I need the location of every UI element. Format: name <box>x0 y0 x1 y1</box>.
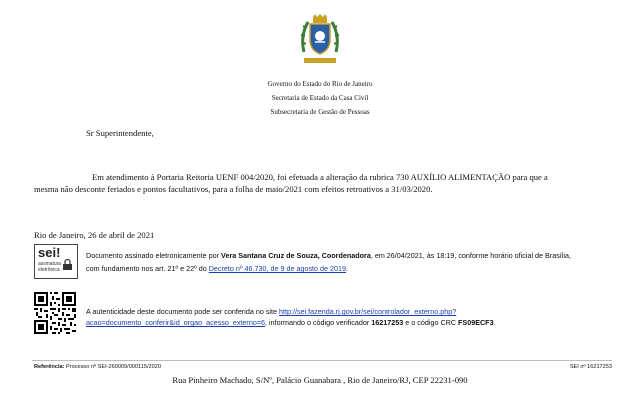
sei-logo-sub1: assinatura <box>38 261 62 267</box>
letterhead-government: Governo do Estado do Rio de Janeiro <box>267 80 373 88</box>
letterhead-subsecretariat: Subsecretaria de Gestão de Pessoas <box>270 108 370 116</box>
signature-line-2 <box>86 264 348 274</box>
verification-url-part1[interactable]: http://sei.fazenda.rj.gov.br/sei/controlador_externo.php? <box>279 307 457 316</box>
paragraph-line-2: mesma não desconte feriados e pontos facultativos, para a folha de maio/2021 com efeitos retroativos a 31/03/2020. <box>34 184 433 194</box>
verification-line-2 <box>86 318 496 328</box>
verification-prefix: A autenticidade deste documento pode ser conferida no site <box>86 307 279 316</box>
signature-period: . <box>346 264 349 273</box>
verification-url-part2[interactable]: acao=documento_conferir&id_orgao_acesso_externo=6 <box>86 318 266 327</box>
reference <box>34 363 161 371</box>
signature-basis: com fundamento nos art. 21º e 22º do <box>86 264 209 273</box>
verification-instructions: , informando o código verificador <box>265 318 372 327</box>
verifier-code: 16217253 <box>371 318 404 327</box>
verification-period: . <box>493 318 496 327</box>
place-date: Rio de Janeiro, 26 de abril de 2021 <box>34 230 155 240</box>
paragraph-line-1: Em atendimento à Portaria Reitoria UENF 004/2020, foi efetuada a alteração da rubrica 730 AUXÍLIO ALIMENTAÇÃO para que a <box>92 172 548 182</box>
crc-label: e o código CRC <box>403 318 459 327</box>
signature-timestamp: , em 26/04/2021, às 18:19, conforme horário oficial de Brasília, <box>370 251 571 260</box>
reference-label: Referência: <box>34 364 65 370</box>
sei-signature-logo <box>34 244 78 279</box>
lock-icon <box>62 258 73 271</box>
sei-logo-sub2: eletrônica <box>38 267 60 273</box>
crc-code: FS09ECF3 <box>458 318 494 327</box>
letterhead-secretariat: Secretaria de Estado da Casa Civil <box>271 94 369 102</box>
signer-name: Vera Santana Cruz de Souza, Coordenadora <box>221 251 371 260</box>
salutation: Sr Superintendente, <box>86 128 154 138</box>
verification-line-1 <box>86 307 456 317</box>
signature-prefix: Documento assinado eletronicamente por <box>86 251 222 260</box>
signature-line-1 <box>86 251 571 261</box>
coat-of-arms-logo <box>298 14 342 68</box>
footer-address: Rua Pinheiro Machado, S/Nº, Palácio Guanabara , Rio de Janeiro/RJ, CEP 22231-090 <box>172 375 468 385</box>
reference-process: Processo nº SEI-260009/000115/2020 <box>64 364 161 370</box>
sei-number: SEI nº 16217253 <box>569 364 612 370</box>
decree-link[interactable]: Decreto nº 46.730, de 9 de agosto de 2019 <box>208 264 347 273</box>
sei-logo-text: sei! <box>38 245 61 260</box>
qr-code <box>34 292 76 334</box>
footer-divider <box>32 360 612 361</box>
